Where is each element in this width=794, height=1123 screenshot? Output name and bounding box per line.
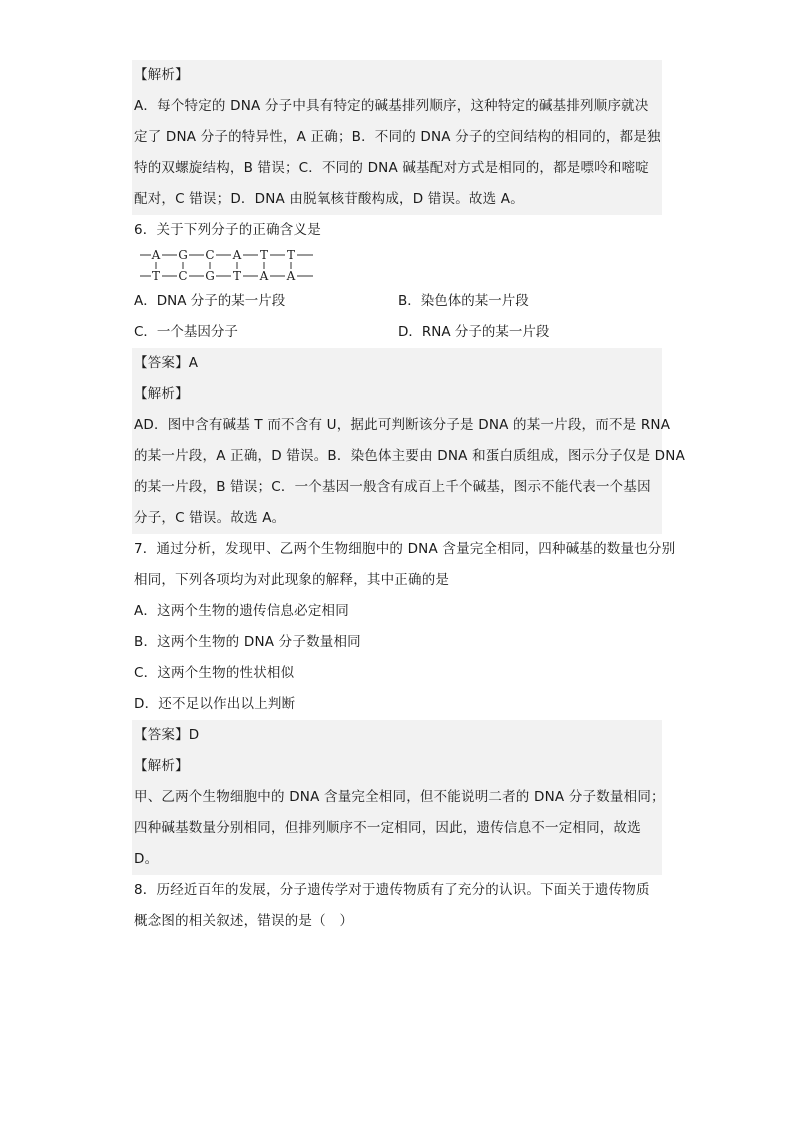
option-a[interactable]: A．DNA 分子的某一片段 — [134, 293, 286, 309]
top-strand-base: T — [259, 248, 269, 262]
analysis-line: 特的双螺旋结构，B 错误；C．不同的 DNA 碱基配对方式是相同的，都是嘌呤和嘧啶 — [134, 160, 649, 176]
analysis-line: 分子，C 错误。故选 A。 — [134, 510, 286, 526]
option-a[interactable]: A．这两个生物的遗传信息必定相同 — [134, 603, 349, 619]
analysis-line: 配对，C 错误；D．DNA 由脱氧核苷酸构成，D 错误。故选 A。 — [134, 191, 524, 207]
question-7 — [132, 534, 676, 875]
analysis-label: 【解析】 — [134, 386, 189, 402]
bottom-strand-base: G — [205, 269, 215, 283]
answer-label: 【答案】D — [134, 727, 200, 743]
question-stem: 相同，下列各项均为对此现象的解释，其中正确的是 — [134, 572, 450, 588]
top-strand-base: C — [205, 248, 215, 262]
bottom-strand-base: T — [232, 269, 242, 283]
option-b[interactable]: B．这两个生物的 DNA 分子数量相同 — [134, 634, 361, 650]
analysis-line: 四种碱基数量分别相同，但排列顺序不一定相同，因此，遗传信息不一定相同，故选 — [134, 820, 641, 836]
option-row — [132, 286, 662, 317]
top-strand-base: A — [151, 248, 161, 262]
option-b[interactable]: B．染色体的某一片段 — [398, 293, 529, 309]
bottom-strand-base: A — [286, 269, 296, 283]
analysis-line: D。 — [134, 851, 159, 867]
top-strand-base: G — [178, 248, 188, 262]
option-c[interactable]: C．这两个生物的性状相似 — [134, 665, 295, 681]
question-6 — [132, 215, 686, 534]
analysis-label: 【解析】 — [134, 758, 189, 774]
top-strand-base: T — [286, 248, 296, 262]
analysis-line: 的某一片段，A 正确，D 错误。B．染色体主要由 DNA 和蛋白质组成，图示分子仅是 DNA — [134, 448, 686, 464]
question-stem: 7．通过分析，发现甲、乙两个生物细胞中的 DNA 含量完全相同，四种碱基的数量也分别 — [134, 541, 676, 557]
question-stem: 概念图的相关叙述，错误的是（ ） — [134, 913, 354, 929]
q5-analysis-block — [132, 60, 662, 215]
option-d[interactable]: D．RNA 分子的某一片段 — [398, 324, 550, 340]
analysis-line: 的某一片段，B 错误；C．一个基因一般含有成百上千个碱基，图示不能代表一个基因 — [134, 479, 651, 495]
analysis-line: AD．图中含有碱基 T 而不含有 U，据此可判断该分子是 DNA 的某一片段，而不是 RNA — [134, 417, 671, 433]
question-stem: 6．关于下列分子的正确含义是 — [134, 222, 321, 238]
analysis-line: 甲、乙两个生物细胞中的 DNA 含量完全相同，但不能说明二者的 DNA 分子数量相同； — [134, 789, 665, 805]
analysis-line: 定了 DNA 分子的特异性，A 正确；B．不同的 DNA 分子的空间结构的相同的，都是独 — [134, 129, 661, 145]
option-d[interactable]: D．还不足以作出以上判断 — [134, 696, 296, 712]
analysis-label: 【解析】 — [134, 67, 189, 83]
document-page — [132, 60, 686, 937]
dna-strand-figure — [132, 246, 662, 286]
question-8 — [132, 875, 662, 937]
bottom-strand-base: A — [259, 269, 269, 283]
analysis-line: A．每个特定的 DNA 分子中具有特定的碱基排列顺序，这种特定的碱基排列顺序就决 — [134, 98, 649, 114]
answer-label: 【答案】A — [134, 355, 199, 371]
dna-strand-diagram — [138, 246, 358, 284]
bottom-strand-base: T — [151, 269, 161, 283]
top-strand-base: A — [232, 248, 242, 262]
option-row — [132, 317, 662, 348]
question-stem: 8．历经近百年的发展，分子遗传学对于遗传物质有了充分的认识。下面关于遗传物质 — [134, 882, 650, 898]
bottom-strand-base: C — [178, 269, 188, 283]
option-c[interactable]: C．一个基因分子 — [134, 324, 238, 340]
